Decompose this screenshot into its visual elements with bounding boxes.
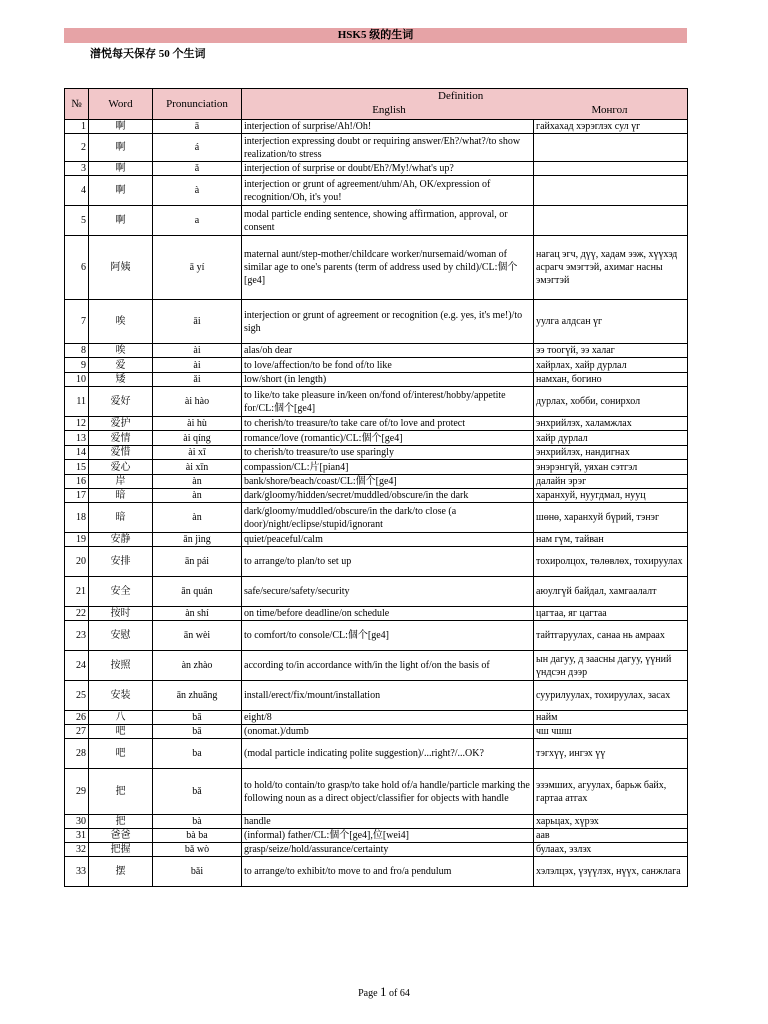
row-pronunciation: ān wèi	[153, 621, 242, 651]
row-pronunciation: ài qíng	[153, 431, 242, 446]
table-row	[65, 503, 688, 533]
row-pronunciation: bǎ	[153, 769, 242, 815]
row-word: 阿姨	[89, 236, 153, 300]
row-number: 1	[65, 120, 89, 134]
header-number: №	[65, 89, 89, 120]
row-english: on time/before deadline/on schedule	[242, 607, 534, 621]
row-pronunciation: bā	[153, 711, 242, 725]
table-row	[65, 475, 688, 489]
row-english: safe/secure/safety/security	[242, 577, 534, 607]
row-english: romance/love (romantic)/CL:個个[ge4]	[242, 431, 534, 446]
row-mongol: аав	[534, 829, 688, 843]
row-mongol	[534, 162, 688, 176]
row-word: 爱护	[89, 417, 153, 431]
header-word: Word	[89, 89, 153, 120]
row-word: 爸爸	[89, 829, 153, 843]
row-mongol	[534, 176, 688, 206]
row-mongol: цагтаа, яг цагтаа	[534, 607, 688, 621]
row-english: (onomat.)/dumb	[242, 725, 534, 739]
row-english: to comfort/to console/CL:個个[ge4]	[242, 621, 534, 651]
row-mongol	[534, 134, 688, 162]
table-row	[65, 134, 688, 162]
table-row	[65, 621, 688, 651]
row-word: 岸	[89, 475, 153, 489]
row-pronunciation: āi	[153, 300, 242, 344]
row-pronunciation: ài	[153, 358, 242, 373]
row-pronunciation: bā	[153, 725, 242, 739]
row-number: 10	[65, 373, 89, 387]
row-mongol: тайтгаруулах, санаа нь амраах	[534, 621, 688, 651]
row-number: 28	[65, 739, 89, 769]
table-row	[65, 843, 688, 857]
row-pronunciation: ài xī	[153, 446, 242, 460]
row-english: to arrange/to plan/to set up	[242, 547, 534, 577]
row-mongol: хайрлах, хайр дурлал	[534, 358, 688, 373]
row-word: 安全	[89, 577, 153, 607]
header-english: English	[372, 103, 406, 116]
row-pronunciation: àn shí	[153, 607, 242, 621]
row-english: grasp/seize/hold/assurance/certainty	[242, 843, 534, 857]
row-mongol: гайхахад хэрэглэх сул үг	[534, 120, 688, 134]
row-english: bank/shore/beach/coast/CL:個个[ge4]	[242, 475, 534, 489]
row-pronunciation: ǎ	[153, 162, 242, 176]
row-english: modal particle ending sentence, showing affirmation, approval, or consent	[242, 206, 534, 236]
table-row	[65, 711, 688, 725]
row-word: 按时	[89, 607, 153, 621]
table-row	[65, 815, 688, 829]
row-number: 23	[65, 621, 89, 651]
row-mongol: тэгхүү, ингэх үү	[534, 739, 688, 769]
row-word: 暗	[89, 503, 153, 533]
row-word: 啊	[89, 162, 153, 176]
document-title: HSK5 级的生词	[337, 29, 414, 41]
table-row	[65, 176, 688, 206]
row-word: 唉	[89, 344, 153, 358]
table-row	[65, 460, 688, 475]
row-word: 爱好	[89, 387, 153, 417]
row-mongol: хэлэлцэх, үзүүлэх, нүүх, санжлага	[534, 857, 688, 887]
table-row	[65, 373, 688, 387]
row-pronunciation: àn	[153, 503, 242, 533]
row-number: 15	[65, 460, 89, 475]
row-pronunciation: ā	[153, 120, 242, 134]
table-row	[65, 739, 688, 769]
document-title-banner	[64, 28, 687, 43]
row-word: 按照	[89, 651, 153, 681]
row-word: 啊	[89, 206, 153, 236]
table-row	[65, 725, 688, 739]
row-word: 爱惜	[89, 446, 153, 460]
row-mongol: уулга алдсан үг	[534, 300, 688, 344]
row-mongol: харьцах, хүрэх	[534, 815, 688, 829]
row-english: to cherish/to treasure/to take care of/to love and protect	[242, 417, 534, 431]
row-word: 唉	[89, 300, 153, 344]
row-number: 19	[65, 533, 89, 547]
row-word: 啊	[89, 120, 153, 134]
row-number: 11	[65, 387, 89, 417]
table-row	[65, 206, 688, 236]
row-number: 20	[65, 547, 89, 577]
row-number: 32	[65, 843, 89, 857]
row-english: handle	[242, 815, 534, 829]
table-row	[65, 417, 688, 431]
row-english: alas/oh dear	[242, 344, 534, 358]
row-mongol: нам гүм, тайван	[534, 533, 688, 547]
row-mongol: найм	[534, 711, 688, 725]
table-row	[65, 387, 688, 417]
header-pronunciation: Pronunciation	[153, 89, 242, 120]
table-row	[65, 162, 688, 176]
row-english: interjection expressing doubt or requiring answer/Eh?/what?/to show realization/to stress	[242, 134, 534, 162]
table-body	[65, 120, 688, 887]
vocabulary-table	[64, 88, 688, 887]
row-pronunciation: á	[153, 134, 242, 162]
row-number: 27	[65, 725, 89, 739]
row-number: 13	[65, 431, 89, 446]
row-number: 31	[65, 829, 89, 843]
row-number: 22	[65, 607, 89, 621]
row-english: interjection of surprise or doubt/Eh?/My!/what's up?	[242, 162, 534, 176]
row-number: 3	[65, 162, 89, 176]
document-subtitle: 潽悦每天保存 50 个生词	[90, 48, 206, 60]
table-row	[65, 489, 688, 503]
row-english: interjection or grunt of agreement/uhm/Ah, OK/expression of recognition/Oh, it's you!	[242, 176, 534, 206]
row-pronunciation: àn zhào	[153, 651, 242, 681]
row-pronunciation: ài hù	[153, 417, 242, 431]
row-word: 安静	[89, 533, 153, 547]
row-number: 2	[65, 134, 89, 162]
row-word: 爱心	[89, 460, 153, 475]
footer-prefix: Page	[358, 988, 378, 999]
row-word: 把	[89, 769, 153, 815]
table-row	[65, 120, 688, 134]
row-number: 5	[65, 206, 89, 236]
table-row	[65, 300, 688, 344]
table-header-row	[65, 89, 688, 120]
row-mongol: далайн эрэг	[534, 475, 688, 489]
row-english: eight/8	[242, 711, 534, 725]
row-number: 14	[65, 446, 89, 460]
row-pronunciation: bǎi	[153, 857, 242, 887]
table-row	[65, 769, 688, 815]
row-mongol: эзэмших, агуулах, барьж байх, гартаа атгах	[534, 769, 688, 815]
row-word: 把	[89, 815, 153, 829]
table-row	[65, 358, 688, 373]
row-mongol: тохиролцох, төлөвлөх, тохируулах	[534, 547, 688, 577]
row-number: 8	[65, 344, 89, 358]
row-mongol: булаах, эзлэх	[534, 843, 688, 857]
row-number: 18	[65, 503, 89, 533]
row-english: install/erect/fix/mount/installation	[242, 681, 534, 711]
row-english: low/short (in length)	[242, 373, 534, 387]
table-row	[65, 446, 688, 460]
row-english: (informal) father/CL:個个[ge4],位[wei4]	[242, 829, 534, 843]
row-english: quiet/peaceful/calm	[242, 533, 534, 547]
row-word: 矮	[89, 373, 153, 387]
row-pronunciation: ān zhuāng	[153, 681, 242, 711]
row-english: to cherish/to treasure/to use sparingly	[242, 446, 534, 460]
row-number: 29	[65, 769, 89, 815]
table-row	[65, 547, 688, 577]
row-english: dark/gloomy/hidden/secret/muddled/obscure/in the dark	[242, 489, 534, 503]
row-pronunciation: ài hào	[153, 387, 242, 417]
row-number: 6	[65, 236, 89, 300]
row-english: to like/to take pleasure in/keen on/fond of/interest/hobby/appetite for/CL:個个[ge4]	[242, 387, 534, 417]
row-word: 啊	[89, 176, 153, 206]
row-mongol: суурилуулах, тохируулах, засах	[534, 681, 688, 711]
row-mongol: намхан, богино	[534, 373, 688, 387]
row-word: 安装	[89, 681, 153, 711]
page-footer	[0, 984, 768, 1000]
row-english: (modal particle indicating polite suggestion)/...right?/...OK?	[242, 739, 534, 769]
row-pronunciation: bà ba	[153, 829, 242, 843]
row-pronunciation: ài	[153, 344, 242, 358]
row-word: 摆	[89, 857, 153, 887]
row-number: 17	[65, 489, 89, 503]
row-pronunciation: àn	[153, 475, 242, 489]
row-word: 安排	[89, 547, 153, 577]
footer-suffix: of 64	[389, 988, 410, 999]
row-pronunciation: ài xīn	[153, 460, 242, 475]
row-pronunciation: ān pái	[153, 547, 242, 577]
row-pronunciation: ǎi	[153, 373, 242, 387]
row-english: compassion/CL:片[pian4]	[242, 460, 534, 475]
header-mongol: Монгол	[591, 103, 628, 116]
row-mongol: шөнө, харанхуй бүрий, тэнэг	[534, 503, 688, 533]
row-number: 26	[65, 711, 89, 725]
row-word: 八	[89, 711, 153, 725]
row-mongol: дурлах, хобби, сонирхол	[534, 387, 688, 417]
row-pronunciation: a	[153, 206, 242, 236]
row-mongol: харанхуй, нуугдмал, нууц	[534, 489, 688, 503]
row-word: 爱	[89, 358, 153, 373]
table-row	[65, 829, 688, 843]
row-number: 12	[65, 417, 89, 431]
table-row	[65, 344, 688, 358]
row-pronunciation: àn	[153, 489, 242, 503]
row-word: 吧	[89, 739, 153, 769]
row-word: 把握	[89, 843, 153, 857]
table-row	[65, 533, 688, 547]
row-pronunciation: bà	[153, 815, 242, 829]
row-english: to love/affection/to be fond of/to like	[242, 358, 534, 373]
table-row	[65, 431, 688, 446]
row-number: 7	[65, 300, 89, 344]
table-row	[65, 607, 688, 621]
row-mongol: хайр дурлал	[534, 431, 688, 446]
row-english: according to/in accordance with/in the light of/on the basis of	[242, 651, 534, 681]
table-row	[65, 857, 688, 887]
row-number: 25	[65, 681, 89, 711]
row-word: 暗	[89, 489, 153, 503]
table-row	[65, 577, 688, 607]
row-english: interjection or grunt of agreement or recognition (e.g. yes, it's me!)/to sigh	[242, 300, 534, 344]
row-word: 啊	[89, 134, 153, 162]
row-number: 16	[65, 475, 89, 489]
row-number: 33	[65, 857, 89, 887]
header-definition	[242, 89, 688, 120]
row-word: 吧	[89, 725, 153, 739]
table-row	[65, 236, 688, 300]
row-english: dark/gloomy/muddled/obscure/in the dark/to close (a door)/night/eclipse/stupid/ignorant	[242, 503, 534, 533]
row-number: 30	[65, 815, 89, 829]
table-row	[65, 681, 688, 711]
row-mongol	[534, 206, 688, 236]
row-number: 4	[65, 176, 89, 206]
row-english: to hold/to contain/to grasp/to take hold of/a handle/particle marking the following noun as a direct object/classifier for objects with handle	[242, 769, 534, 815]
row-mongol: чш чшш	[534, 725, 688, 739]
row-english: maternal aunt/step-mother/childcare worker/nursemaid/woman of similar age to one's parents (term of address used by child)/CL:個个[ge4]	[242, 236, 534, 300]
row-mongol: ын дагуу, д заасны дагуу, үүний үндсэн дээр	[534, 651, 688, 681]
row-pronunciation: à	[153, 176, 242, 206]
row-mongol: нагац эгч, дүү, хадам ээж, хүүхэд асрагч эмэгтэй, ахимаг насны эмэгтэй	[534, 236, 688, 300]
row-mongol: аюулгүй байдал, хамгаалалт	[534, 577, 688, 607]
row-number: 21	[65, 577, 89, 607]
row-word: 爱情	[89, 431, 153, 446]
row-word: 安慰	[89, 621, 153, 651]
row-mongol: энэрэнгүй, уяхан сэтгэл	[534, 460, 688, 475]
footer-page-number: 1	[380, 984, 387, 999]
row-mongol: энхрийлэх, халамжлах	[534, 417, 688, 431]
row-mongol: энхрийлэх, нандигнах	[534, 446, 688, 460]
row-mongol: ээ тоогүй, ээ халаг	[534, 344, 688, 358]
header-definition-label: Definition	[438, 90, 484, 102]
row-pronunciation: ān jìng	[153, 533, 242, 547]
row-pronunciation: bǎ wò	[153, 843, 242, 857]
row-number: 24	[65, 651, 89, 681]
row-pronunciation: ā yí	[153, 236, 242, 300]
row-english: to arrange/to exhibit/to move to and fro/a pendulum	[242, 857, 534, 887]
row-number: 9	[65, 358, 89, 373]
row-pronunciation: ba	[153, 739, 242, 769]
row-english: interjection of surprise/Ah!/Oh!	[242, 120, 534, 134]
table-row	[65, 651, 688, 681]
row-pronunciation: ān quán	[153, 577, 242, 607]
